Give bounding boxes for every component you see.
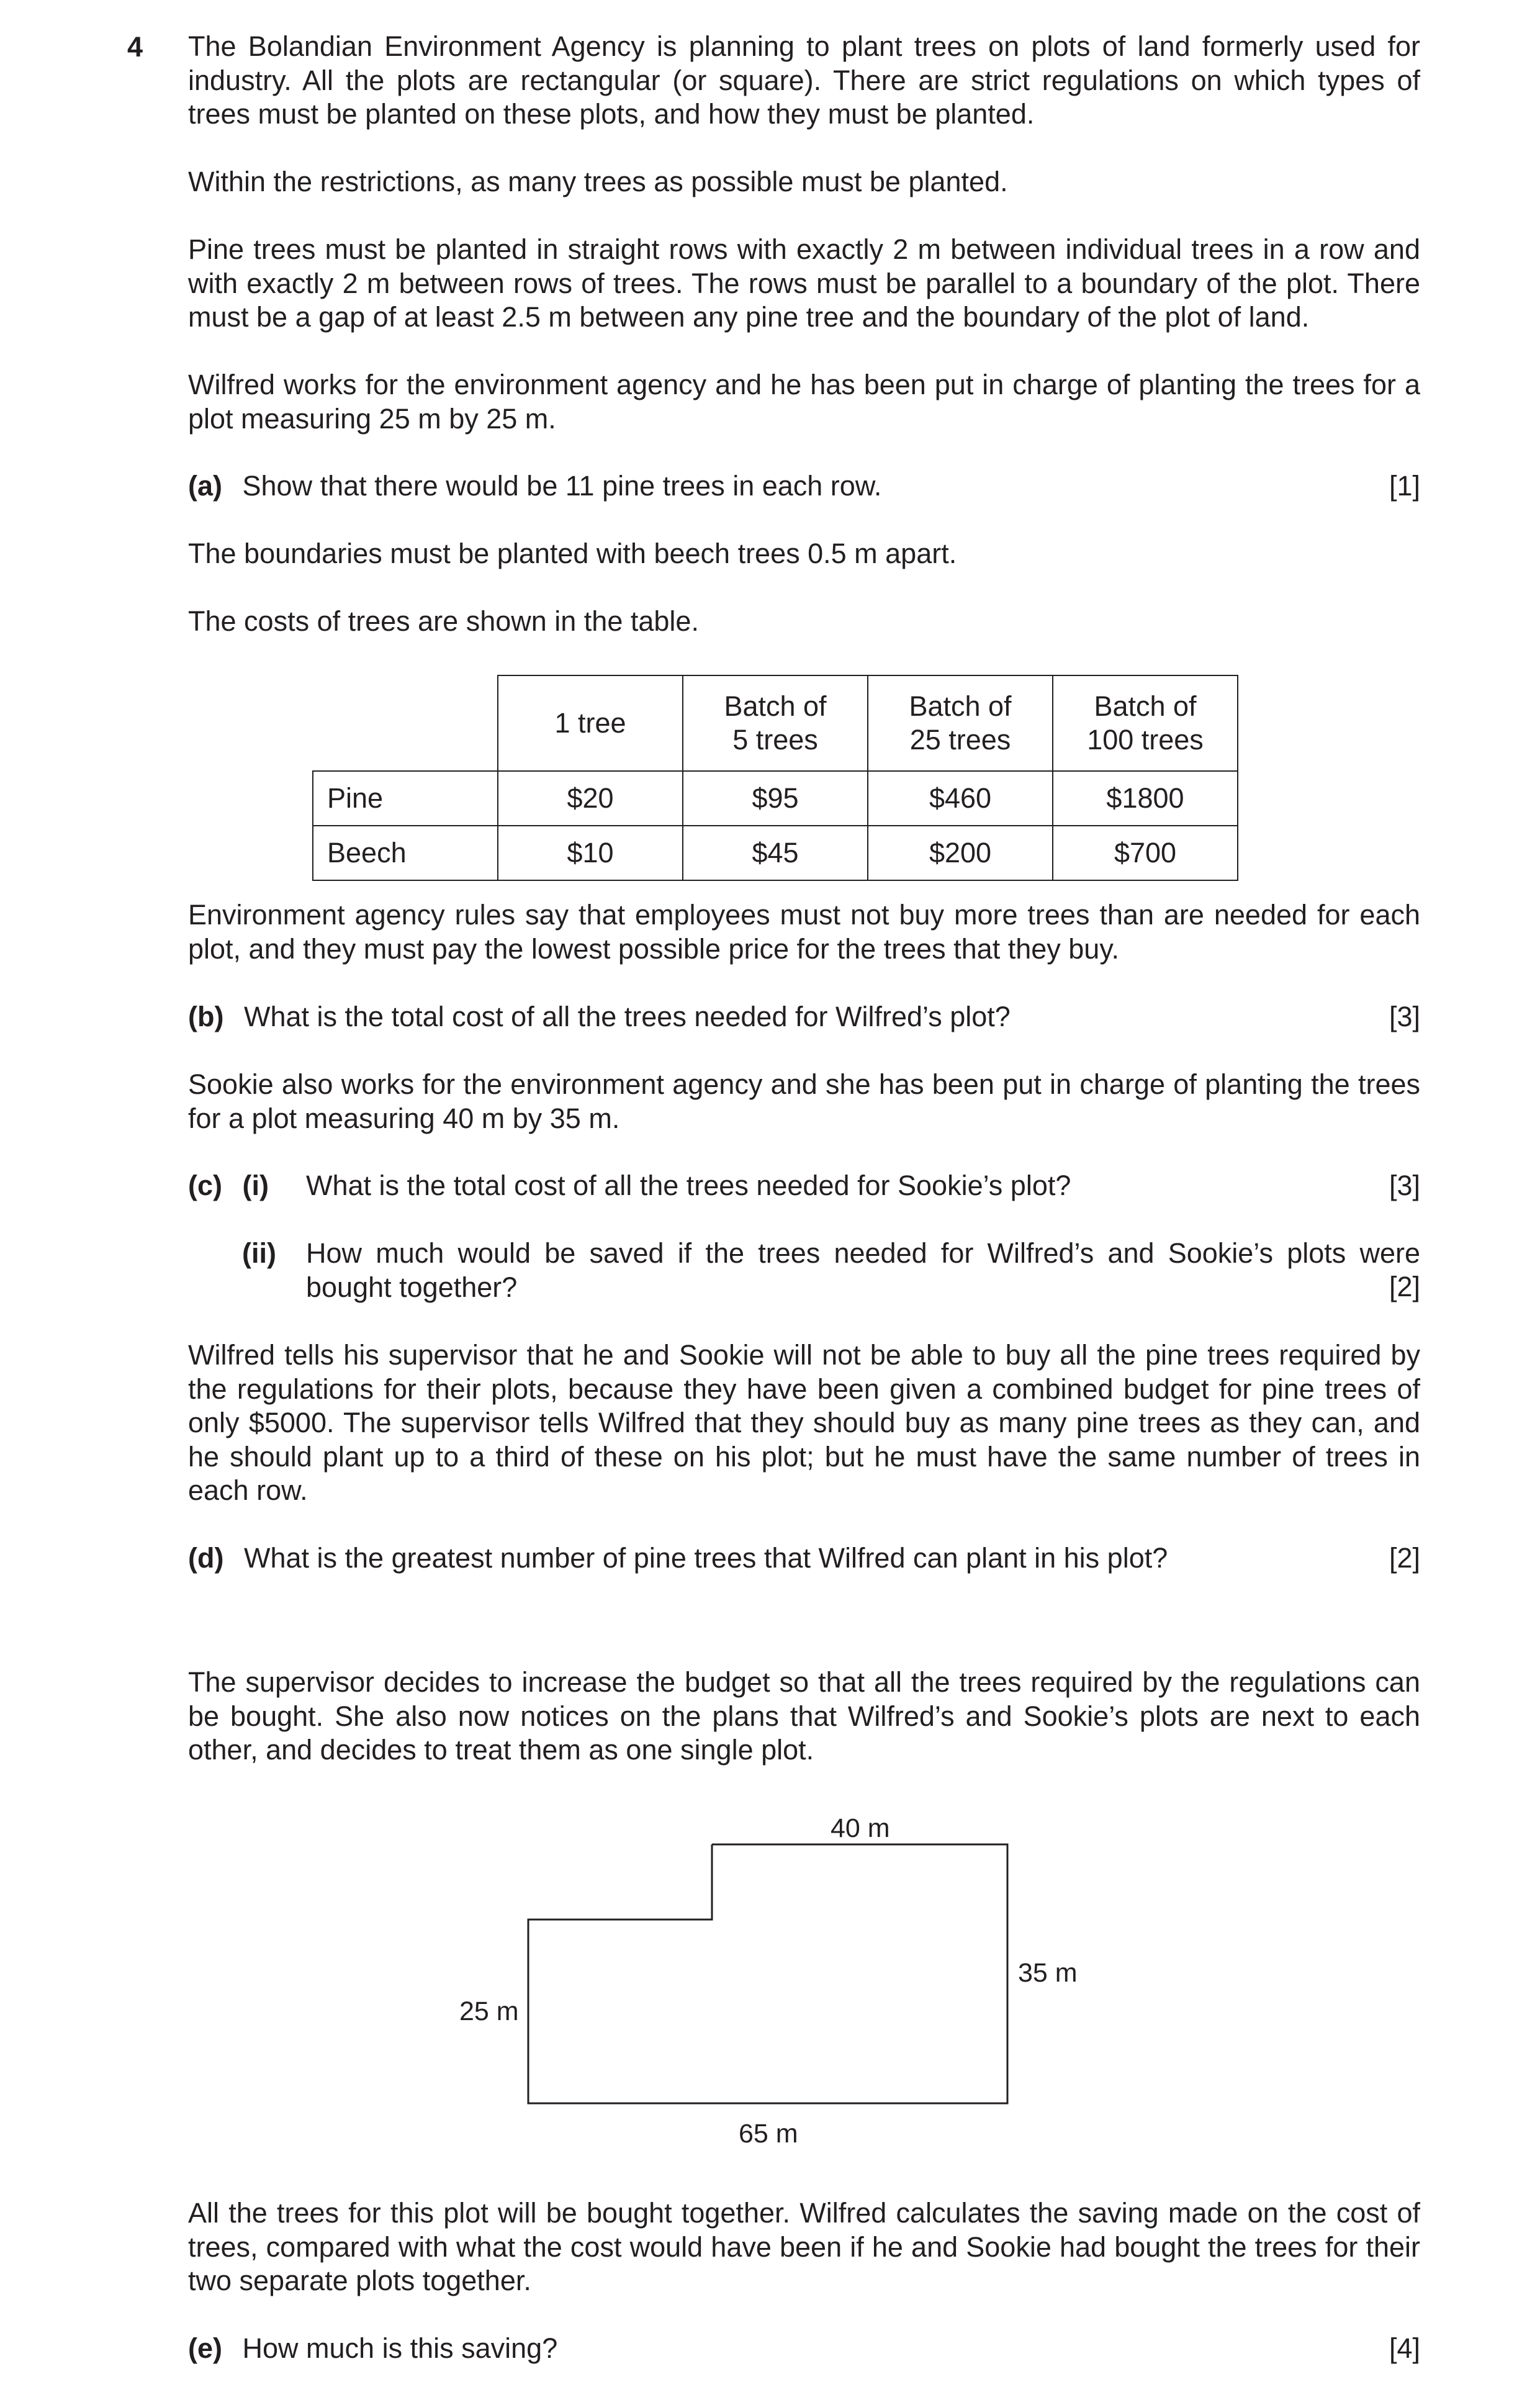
header-1-tree: 1 tree (498, 675, 683, 771)
part-d-text: What is the greatest number of pine trees that Wilfred can plant in his plot? (243, 1542, 1168, 1574)
part-a-marks: [1] (1389, 470, 1420, 502)
label-35m: 35 m (1018, 1958, 1078, 1988)
part-e-marks: [4] (1389, 2332, 1420, 2364)
label-40m: 40 m (831, 1813, 890, 1843)
part-a-label: (a) (188, 470, 222, 502)
part-e (188, 2332, 557, 2366)
plot-outline (528, 1844, 1007, 2103)
part-c-ii-label: (ii) (242, 1237, 276, 1269)
part-c-ii-text: How much would be saved if the trees needed for Wilfred’s and Sookie’s plots were bought together? (306, 1237, 1420, 1303)
pine-rules-paragraph: Pine trees must be planted in straight rows with exactly 2 m between individual trees in a row and with exactly 2 m between rows of trees. The rows must be parallel to a boundary of the plot. There must be a gap of at least 2.5 m between any pine tree and the boundary of the plot of land. (188, 233, 1420, 333)
part-d-marks: [2] (1389, 1542, 1420, 1574)
part-e-label: (e) (188, 2332, 222, 2364)
saving-paragraph: All the trees for this plot will be bought together. Wilfred calculates the saving made on the cost of trees, compared with what the cost would have been if he and Sookie had bought the trees for their two separate plots together. (188, 2197, 1420, 2296)
part-e-text: How much is this saving? (242, 2332, 558, 2364)
wilfred-paragraph: Wilfred works for the environment agency and he has been put in charge of planting the trees for a plot measuring 25 m by 25 m. (188, 369, 1420, 435)
table-intro: The costs of trees are shown in the table. (188, 605, 699, 637)
intro-paragraph: The Bolandian Environment Agency is planning to plant trees on plots of land formerly used for industry. All the plots are rectangular (or square). There are strict regulations on which types of trees must be planted on these plots, and how they must be planted. (188, 30, 1420, 130)
beech-cost-100: $700 (1053, 826, 1238, 880)
part-c-label: (c) (188, 1170, 222, 1201)
label-25m: 25 m (459, 1997, 519, 2026)
beech-cost-25: $200 (868, 826, 1053, 880)
beech-rule: The boundaries must be planted with beech trees 0.5 m apart. (188, 538, 957, 569)
part-c-i-marks: [3] (1389, 1170, 1420, 1201)
header-batch-5-text: Batch of 5 trees (724, 690, 827, 756)
rules-paragraph: Environment agency rules say that employees must not buy more trees than are needed for each plot, and they must pay the lowest possible price for the trees that they buy. (188, 899, 1420, 965)
supervisor-paragraph: The supervisor decides to increase the budget so that all the trees required by the regulations can be bought. She also now notices on the plans that Wilfred’s and Sookie’s plots are next to each other, and decides to treat them as one single plot. (188, 1666, 1420, 1766)
pine-cost-100: $1800 (1053, 771, 1238, 826)
label-65m: 65 m (739, 2119, 798, 2149)
part-d-label: (d) (188, 1542, 224, 1574)
pine-cost-25: $460 (868, 771, 1053, 826)
part-c-ii-marks: [2] (1389, 1271, 1420, 1302)
row-name-pine: Pine (313, 771, 498, 826)
beech-cost-5: $45 (683, 826, 868, 880)
beech-cost-1: $10 (498, 826, 683, 880)
restriction-paragraph: Within the restrictions, as many trees as possible must be planted. (188, 166, 1008, 197)
part-a-text: Show that there would be 11 pine trees in each row. (242, 470, 882, 502)
part-b-label: (b) (188, 1001, 224, 1032)
budget-paragraph: Wilfred tells his supervisor that he and Sookie will not be able to buy all the pine trees required by the regulations for their plots, because they have been given a combined budget for pine trees of only $5000. The supervisor tells Wilfred that they should buy as many pine trees as they can, and he should plant up to a third of these on his plot; but he must have the same number of trees in each row. (188, 1339, 1420, 1506)
part-c-i-text: What is the total cost of all the trees needed for Sookie’s plot? (306, 1170, 1071, 1201)
sookie-paragraph: Sookie also works for the environment agency and she has been put in charge of planting the trees for a plot measuring 40 m by 35 m. (188, 1068, 1420, 1134)
part-c-i-label: (i) (242, 1170, 269, 1201)
part-b-marks: [3] (1389, 1001, 1420, 1032)
part-b-text: What is the total cost of all the trees needed for Wilfred’s plot? (243, 1001, 1011, 1032)
question-number: 4 (127, 31, 143, 63)
pine-cost-1: $20 (498, 771, 683, 826)
row-name-beech: Beech (313, 826, 498, 880)
pine-cost-5: $95 (683, 771, 868, 826)
header-batch-100-text: Batch of 100 trees (1087, 690, 1204, 756)
header-batch-25-text: Batch of 25 trees (909, 690, 1012, 756)
